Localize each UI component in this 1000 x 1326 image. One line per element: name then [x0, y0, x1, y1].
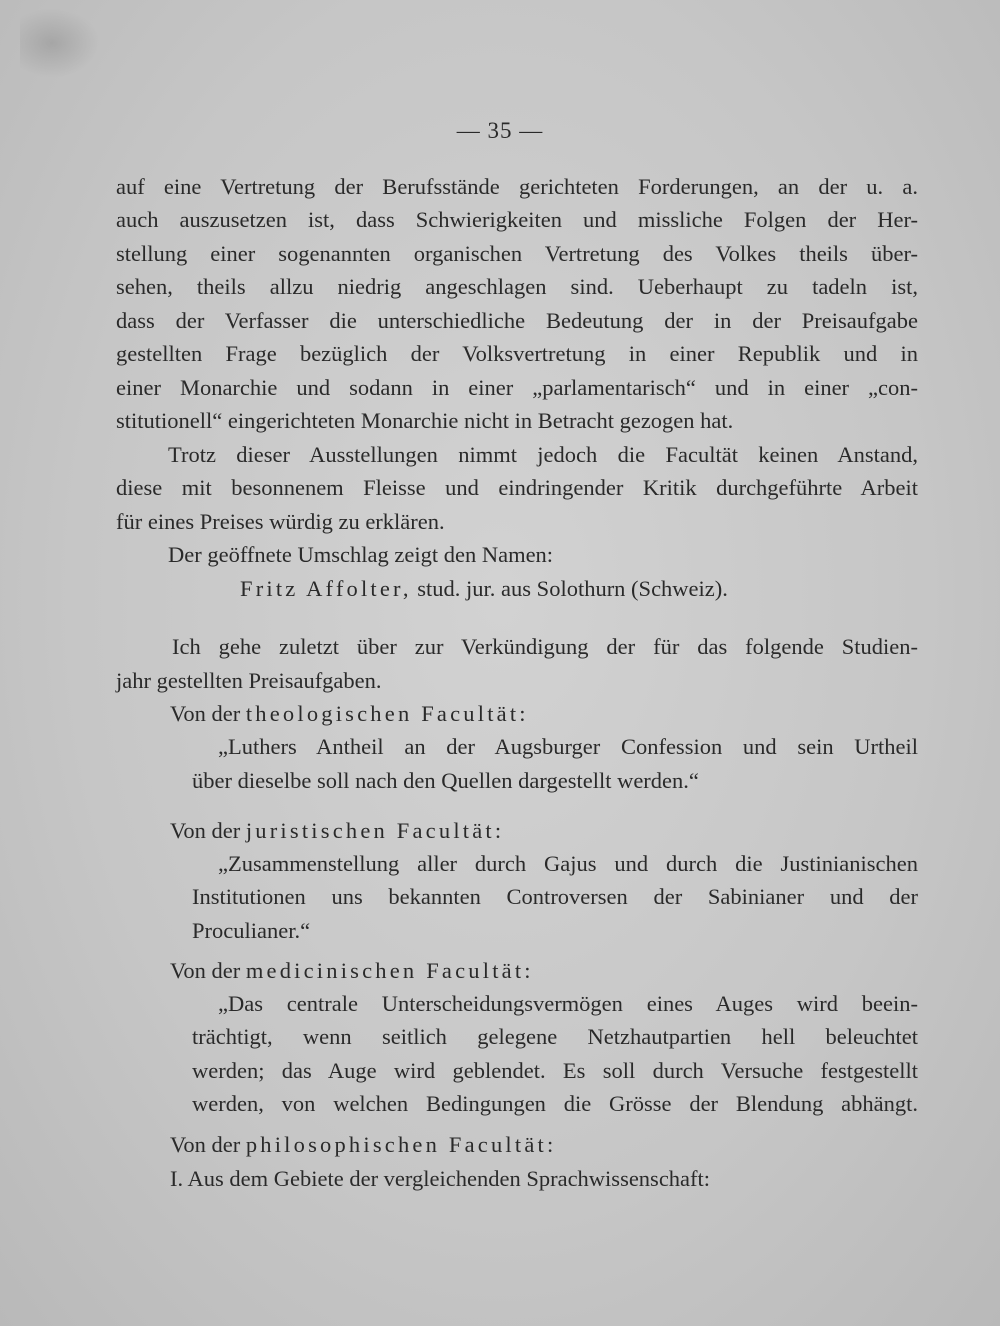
text-line: Institutionen uns bekannten Controversen der Sabinianer und der [192, 884, 918, 909]
faculty-name: theologischen Facultät: [245, 701, 529, 726]
text-line: „Zusammenstellung aller durch Gajus und durch die Justinianischen [218, 851, 918, 876]
author-line [240, 574, 728, 604]
text-line: Proculianer.“ [192, 918, 311, 943]
text-line: einer Monarchie und sodann in einer „parlamentarisch“ und in einer „con- [116, 375, 918, 400]
text-line: auch auszusetzen ist, dass Schwierigkeiten und missliche Folgen der Her- [116, 207, 918, 232]
heading-prefix: Von der [170, 958, 241, 983]
text-line: stellung einer sogenannten organischen Vertretung des Volkes theils über- [116, 241, 918, 266]
text-line: stitutionell“ eingerichteten Monarchie nicht in Betracht gezogen hat. [116, 408, 734, 433]
text-line: trächtigt, wenn seitlich gelegene Netzhautpartien hell beleuchtet [192, 1024, 918, 1049]
faculty-heading [170, 956, 534, 986]
faculty-heading [170, 816, 504, 846]
page-number: — 35 — [456, 118, 544, 143]
text-line: werden; das Auge wird geblendet. Es soll durch Versuche festgestellt [192, 1058, 918, 1083]
text-line: Ich gehe zuletzt über zur Verkündigung der für das folgende Studien- [172, 634, 918, 659]
text-line: über dieselbe soll nach den Quellen dargestellt werden.“ [192, 768, 699, 793]
text-line: „Das centrale Unterscheidungsvermögen eines Auges wird beein- [218, 991, 918, 1016]
heading-prefix: Von der [170, 1132, 241, 1157]
faculty-name: philosophischen Facultät: [245, 1132, 557, 1157]
text-line: auf eine Vertretung der Berufsstände gerichteten Forderungen, an der u. a. [116, 174, 918, 199]
faculty-heading [170, 699, 529, 729]
text-line: dass der Verfasser die unterschiedliche Bedeutung der in der Preisaufgabe [116, 308, 918, 333]
text-line: Trotz dieser Ausstellungen nimmt jedoch die Facultät keinen Anstand, [168, 442, 918, 467]
paper-stain [20, 8, 100, 78]
text-line: Der geöffnete Umschlag zeigt den Namen: [168, 542, 554, 567]
text-line: für eines Preises würdig zu erklären. [116, 509, 445, 534]
text-line: I. Aus dem Gebiete der vergleichenden Sprachwissenschaft: [170, 1166, 711, 1191]
author-name: Fritz Affolter, [240, 576, 412, 601]
text-line: diese mit besonnenem Fleisse und eindringender Kritik durchgeführte Arbeit [116, 475, 918, 500]
faculty-name: juristischen Facultät: [245, 818, 505, 843]
text-line: „Luthers Antheil an der Augsburger Confession und sein Urtheil [218, 734, 918, 759]
text-line: werden, von welchen Bedingungen die Grösse der Blendung abhängt. [192, 1091, 918, 1116]
text-line: jahr gestellten Preisaufgaben. [116, 668, 382, 693]
heading-prefix: Von der [170, 701, 241, 726]
faculty-name: medicinischen Facultät: [245, 958, 534, 983]
author-details: stud. jur. aus Solothurn (Schweiz). [417, 576, 728, 601]
text-line: sehen, theils allzu niedrig angeschlagen sind. Ueberhaupt zu tadeln ist, [116, 274, 918, 299]
faculty-heading [170, 1130, 556, 1160]
text-line: gestellten Frage bezüglich der Volksvertretung in einer Republik und in [116, 341, 918, 366]
heading-prefix: Von der [170, 818, 241, 843]
